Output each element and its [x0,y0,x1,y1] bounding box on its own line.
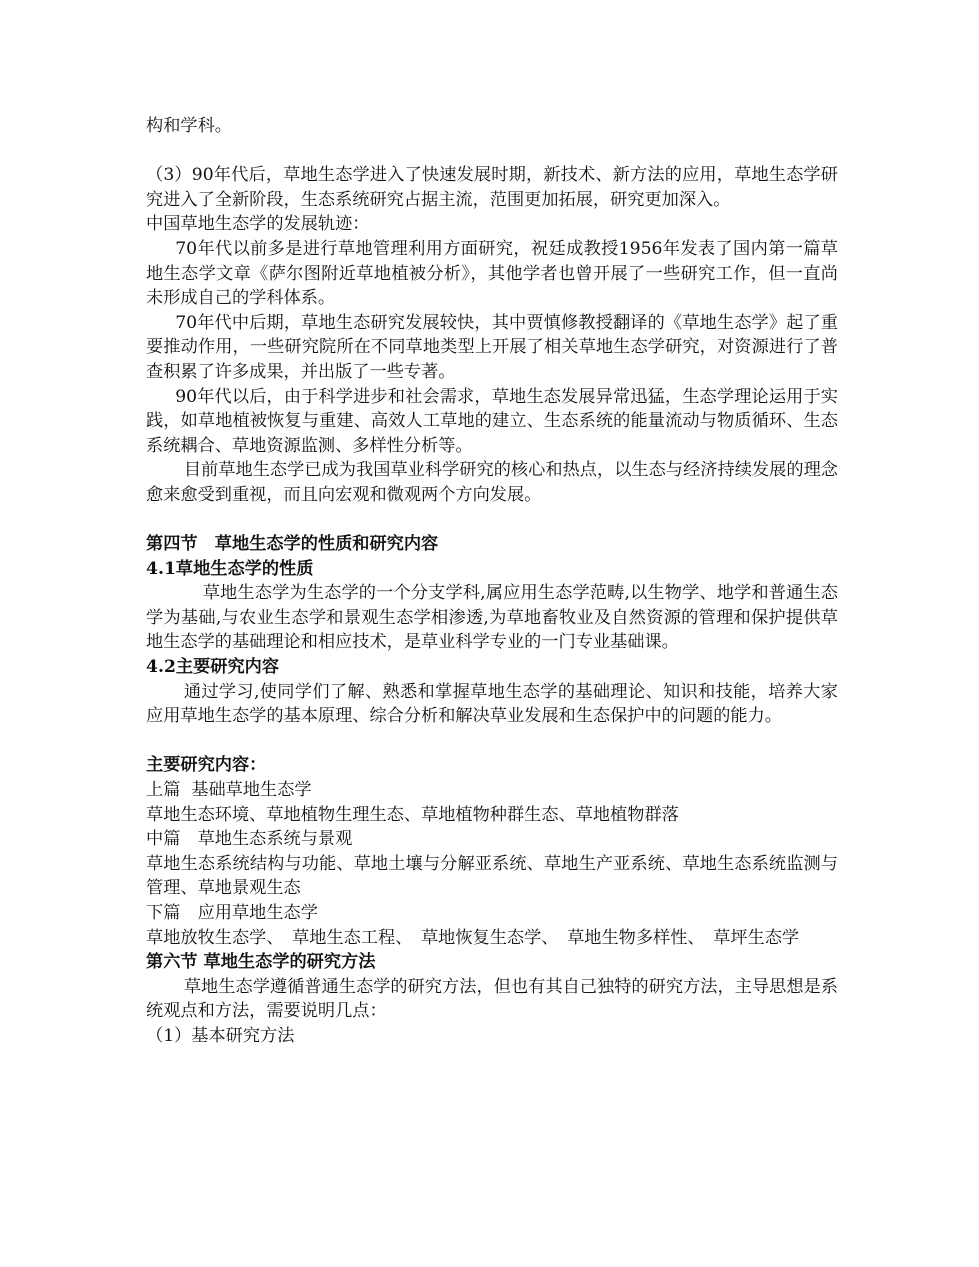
part-2-body: 草地生态系统结构与功能、草地土壤与分解亚系统、草地生产亚系统、草地生态系统监测与管理、草地景观生态 [146,853,838,899]
spacer [146,508,838,533]
subsection-4-1-heading: 4.1草地生态学的性质 [146,558,314,579]
paragraph-objectives: 通过学习,使同学们了解、熟悉和掌握草地生态学的基础理论、知识和技能，培养大家应用草地生态学的基本原理、综合分析和解决草业发展和生态保护中的问题的能力。 [146,681,838,727]
part-2-title: 中篇 草地生态系统与景观 [146,829,353,850]
part-3-body: 草地放牧生态学、 草地生态工程、 草地恢复生态学、 草地生物多样性、 草坪生态学 [146,927,800,948]
spacer [146,139,838,164]
paragraph-pre-70s: 70年代以前多是进行草地管理利用方面研究，祝廷成教授1956年发表了国内第一篇草地生态学文章《萨尔图附近草地植被分析》，其他学者也曾开展了一些研究工作，但一直尚未形成自己的学科体系。 [146,238,838,309]
main-content-heading: 主要研究内容： [146,755,267,776]
paragraph-methods: 草地生态学遵循普通生态学的研究方法，但也有其自己独特的研究方法，主导思想是系统观点和方法，需要说明几点： [146,976,838,1022]
section-4-heading: 第四节 草地生态学的性质和研究内容 [146,534,439,555]
paragraph-nature: 草地生态学为生态学的一个分支学科,属应用生态学范畴,以生物学、地学和普通生态学为基础,与农业生态学和景观生态学相渗透,为草地畜牧业及自然资源的管理和保护提供草地生态学的基础理论和相应技术，是草业科学专业的一门专业基础课。 [146,583,838,653]
section-6-heading: 第六节 草地生态学的研究方法 [146,952,376,973]
paragraph-china-trajectory-heading: 中国草地生态学的发展轨迹： [146,214,370,235]
part-1-title: 上篇 基础草地生态学 [146,780,312,801]
paragraph-post-90s: 90年代以后，由于科学进步和社会需求，草地生态发展异常迅猛，生态学理论运用于实践，如草地植被恢复与重建、高效人工草地的建立、生态系统的能量流动与物质循环、生态系统耦合、草地资源监测、多样性分析等。 [146,386,838,456]
subsection-4-2-heading: 4.2主要研究内容 [146,657,280,678]
paragraph-continuation: 构和学科。 [146,116,232,136]
paragraph-90s: （3）90年代后，草地生态学进入了快速发展时期，新技术、新方法的应用，草地生态学研究进入了全新阶段，生态系统研究占据主流，范围更加拓展，研究更加深入。 [146,165,838,210]
document-page [146,114,838,1049]
paragraph-basic-methods: （1）基本研究方法 [146,1025,295,1046]
paragraph-mid-70s: 70年代中后期，草地生态研究发展较快，其中贾慎修教授翻译的《草地生态学》起了重要推动作用，一些研究院所在不同草地类型上开展了相关草地生态学研究，对资源进行了普查积累了许多成果，并出版了一些专著。 [146,312,838,382]
part-3-title: 下篇 应用草地生态学 [146,903,318,923]
spacer [146,729,838,754]
paragraph-current: 目前草地生态学已成为我国草业科学研究的核心和热点，以生态与经济持续发展的理念愈来愈受到重视，而且向宏观和微观两个方向发展。 [146,460,838,505]
part-1-body: 草地生态环境、草地植物生理生态、草地植物种群生态、草地植物群落 [146,804,679,825]
